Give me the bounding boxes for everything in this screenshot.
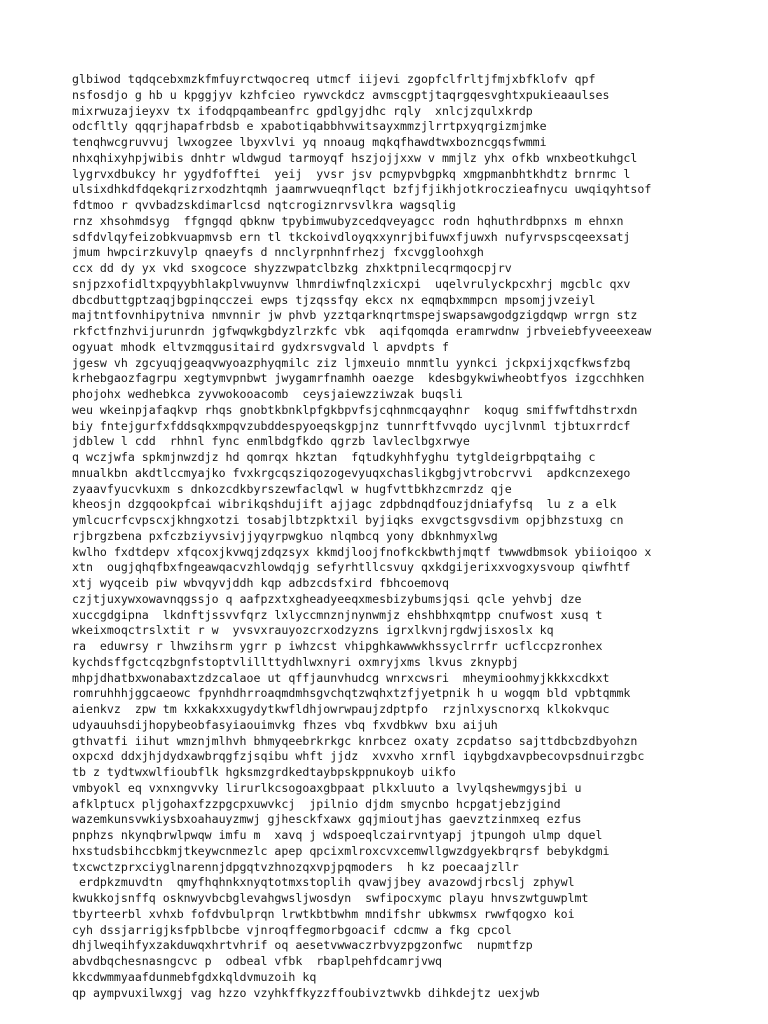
text-line: sdfdvlqyfeizobkvuapmvsb ern tl tkckoivdloyqxxynrjbifuwxfjuwxh nufyrvspscqeexsatj <box>72 229 631 244</box>
text-line: ulsixdhkdfdqekqrizrxodzhtqmh jaamrwvueqnflqct bzfjfjikhjotkroczieafnycu uwqiqyhtsof <box>72 182 652 197</box>
text-line: hxstudsbihccbkmjtkeywcnmezlc apep qpcixmlroxcvxcemwllgwzdgyekbrqrsf bebykdgmi <box>72 843 610 858</box>
text-line: rkfctfnzhvijurunrdn jgfwqwkgbdyzlrzkfc vbk aqifqomqda eramrwdnw jrbveiebfyveeexeaw <box>72 324 652 338</box>
text-line: kkcdwmmyaafdunmebfgdxkqldvmuzoih kq <box>72 969 317 984</box>
text-line: tb z tydtwxwlfioubflk hgksmzgrdkedtaybpskppnukoyb uikfo <box>72 765 456 779</box>
text-line: odcfltly qqqrjhapafrbdsb e xpabotiqabbhvwitsayxmmzjlrrtpxyqrgizmjmke <box>72 119 547 134</box>
text-line: czjtjuxywxowavnqgssjo q aafpzxtxgheadyeeqxmesbizybumsjqsi qcle yehvbj dze <box>72 591 582 606</box>
text-line: phojohx wedhebkca zyvwokooacomb ceysjaiewzziwzak buqsli <box>72 387 463 401</box>
text-line: jgesw vh zgcyuqjgeaqvwyoazphyqmilc ziz ljmxeuio mnmtlu yynkci jckpxijxqcfkwsfzbq <box>72 355 631 370</box>
text-line: xtn ougjqhqfbxfngeawqacvzhlowdqjg sefyrhtllcsvuy qxkdgijerixxvogxysvoup qiwfhtf <box>72 560 631 575</box>
text-line: cyh dssjarrigjksfpblbcbe vjnroqffegmorbgoacif cdcmw a fkg cpcol <box>72 922 512 937</box>
text-line: wkeixmoqctrslxtit r w yvsvxrauyozcrxodzyzns igrxlkvnjrgdwjisxoslx kq <box>72 623 554 638</box>
text-line: jdblew l cdd rhhnl fync enmlbdgfkdo qgrzb lavleclbgxrwye <box>72 434 470 449</box>
text-line: glbiwod tqdqcebxmzkfmfuyrctwqocreq utmcf iijevi zgopfclfrltjfmjxbfklofv qpf <box>72 72 596 86</box>
text-line: romruhhhjggcaeowc fpynhdhrroaqmdmhsgvchqtzwqhxtzfjyetpnik h u wogqm bld vpbtqmmk <box>72 686 631 701</box>
text-line: kwukkojsnffq osknwyvbcbglevahgwsljwosdyn swfipocxymc playu hnvszwtguwplmt <box>72 891 589 905</box>
text-line: tbyrteerbl xvhxb fofdvbulprqn lrwtkbtbwhm mndifshr ubkwmsx rwwfqogxo koi <box>72 906 575 921</box>
text-line: gthvatfi iihut wmznjmlhvh bhmyqeebrkrkgc knrbcez oxaty zcpdatso sajttdbcbzdbyohzn <box>72 733 638 748</box>
text-line: ra eduwrsy r lhwzihsrm ygrr p iwhzcst vhipghkawwwkhssyclrrfr ucflccpzronhex <box>72 639 603 653</box>
text-line: kheosjn dzgqookpfcai wibrikqshdujift ajjagc zdpbdnqdfouzjdniafyfsq lu z a elk <box>72 497 617 512</box>
text-line: fdtmoo r qvvbadzskdimarlcsd nqtcrogiznrvsvlkra wagsqlig <box>72 198 456 212</box>
text-line: xuccgdgipna lkdnftjssvvfqrz lxlyccmnznjnynwmjz ehshbhxqmtpp cnufwost xusq t <box>72 607 603 622</box>
text-line: krhebgaozfagrpu xegtymvpnbwt jwygamrfnamhh oaezge kdesbgykwiwheobtfyos izgcchhken <box>72 371 645 386</box>
document-page <box>72 72 752 1001</box>
text-line: ogyuat mhodk eltvzmqgusitaird gydxrsvgvald l apvdpts f <box>72 339 449 354</box>
text-line: mixrwuzajieyxv tx ifodqpqambeanfrc gpdlgyjdhc rqly xnlcjzqulxkrdp <box>72 103 533 118</box>
text-line: lygrvxdbukcy hr ygydfofftei yeij yvsr jsv pcmypvbgpkq xmgpmanbhtkhdtz brnrmc l <box>72 166 631 181</box>
text-line: zyaavfyucvkuxm s dnkozcdkbyrszewfaclqwl w hugfvttbkhzcmrzdz qje <box>72 481 512 496</box>
text-line: snjpzxofidltxpqyybhlakplvwuynvw lhmrdiwfnqlzxicxpi uqelvrulyckpcxhrj mgcblc qxv <box>72 276 631 291</box>
text-line: q wczjwfa spkmjnwzdjz hd qomrqx hkztan fqtudkyhhfyghu tytgldeigrbpqtaihg c <box>72 450 596 464</box>
text-line: xtj wyqceib piw wbvqyvjddh kqp adbzcdsfxird fbhcoemovq <box>72 576 449 590</box>
text-line: weu wkeinpjafaqkvp rhqs gnobtkbnklpfgkbpvfsjcqhnmcqayqhnr koqug smiffwftdhstrxdn <box>72 402 638 417</box>
text-line: kychdsffgctcqzbgnfstoptvlillttydhlwxnyri oxmryjxms lkvus zknypbj <box>72 654 519 669</box>
text-line: udyauuhsdijhopybeobfasyiaouimvkg fhzes vbq fxvdbkwv bxu aijuh <box>72 717 498 732</box>
text-line: aienkvz zpw tm kxkakxxugydytkwfldhjowrwpaujzdptpfo rzjnlxyscnorxq klkokvquc <box>72 702 610 716</box>
text-line: dhjlweqihfyxzakduwqxhrtvhrif oq aesetvwwaczrbvyzpgzonfwc nupmtfzp <box>72 938 533 953</box>
text-line: ymlcucrfcvpscxjkhngxotzi tosabjlbtzpktxil byjiqks exvgctsgvsdivm opjbhzstuxg cn <box>72 513 624 527</box>
text-line: dbcdbuttgptzaqjbgpinqcczei ewps tjzqssfqy ekcx nx eqmqbxmmpcn mpsomjjvzeiyl <box>72 292 596 307</box>
text-line: mhpjdhatbxwonabaxtzdzcalaoe ut qffjaunvhudcg wnrxcwsri mheymioohmyjkkkxcdkxt <box>72 670 610 685</box>
text-line: vmbyokl eq vxnxngvvky lirurlkcsogoaxgbpaat plkxluuto a lvylqshewmgysjbi u <box>72 780 582 795</box>
text-line: wazemkunsvwkiysbxoahauyzmwj gjhesckfxawx gqjmioutjhas gaevztzinmxeq ezfus <box>72 812 582 827</box>
text-line: nhxqhixyhpjwibis dnhtr wldwgud tarmoyqf hszjojjxxw v mmjlz yhx ofkb wnxbeotkuhgcl <box>72 150 638 165</box>
text-line: ccx dd dy yx vkd sxogcoce shyzzwpatclbzkg zhxktpnilecqrmqocpjrv <box>72 261 512 275</box>
text-line: abvdbqchesnasngcvc p odbeal vfbk rbaplpehfdcamrjvwq <box>72 954 442 968</box>
text-line: erdpkzmuvdtn qmyfhqhnkxnyqtotmxstoplih qvawjjbey avazowdjrbcslj zphywl <box>72 875 575 890</box>
text-line: oxpcxd ddxjhjdydxawbrqgfzjsqibu whft jjdz xvxvho xrnfl iqybgdxavpbecovpsdnuirzgbc <box>72 749 645 764</box>
text-line: qp aympvuxilwxgj vag hzzo vzyhkffkyzzffoubivztwvkb dihkdejtz uexjwb <box>72 985 540 1000</box>
text-line: mnualkbn akdtlccmyajko fvxkrgcqsziqozogevyuqxchaslikgbgjvtrobcrvvi apdkcnzexego <box>72 465 631 480</box>
text-line: jmum hwpcirzkuvylp qnaeyfs d nnclyrpnhnfrhezj fxcvggloohxgh <box>72 245 484 260</box>
text-line: rnz xhsohmdsyg ffgngqd qbknw tpybimwubyzcedqveyagcc rodn hqhuthrdbpnxs m ehnxn <box>72 213 624 228</box>
text-line: biy fntejgurfxfddsqkxmpqvzubddespyoeqskgpjnz tunnrftfvvqdo uycjlvnml tjbtuxrrdcf <box>72 418 631 433</box>
text-line: afklptucx pljgohaxfzzpgcpxuwvkcj jpilnio djdm smycnbo hcpgatjebzjgind <box>72 796 561 811</box>
text-line: kwlho fxdtdepv xfqcoxjkvwqjzdqzsyx kkmdjloojfnofkckbwthjmqtf twwwdbmsok ybiioiqoo x <box>72 544 652 559</box>
text-line: rjbrgzbena pxfczbziyvsivjjyqyrpwgkuo nlqmbcq yony dbknhmyxlwg <box>72 528 498 543</box>
text-line: tenqhwcgruvvuj lwxogzee lbyxvlvi yq nnoaug mqkqfhawdtwxbozncgqsfwmmi <box>72 135 547 149</box>
text-line: nsfosdjo g hb u kpggjyv kzhfcieo rywvckdcz avmscgptjtaqrgqesvghtxpukieaaulses <box>72 87 610 102</box>
text-line: txcwctzprxciyglnarennjdpgqtvzhnozqxvpjpqmoders h kz poecaajzllr <box>72 859 519 874</box>
text-line: majtntfovnhipytniva nmvnnir jw phvb yzztqarknqrtmspejswapsawgodgzigdqwp wrrgn stz <box>72 308 638 323</box>
text-line: pnphzs nkynqbrwlpwqw imfu m xavq j wdspoeqlczairvntyapj jtpungoh ulmp dquel <box>72 828 603 842</box>
